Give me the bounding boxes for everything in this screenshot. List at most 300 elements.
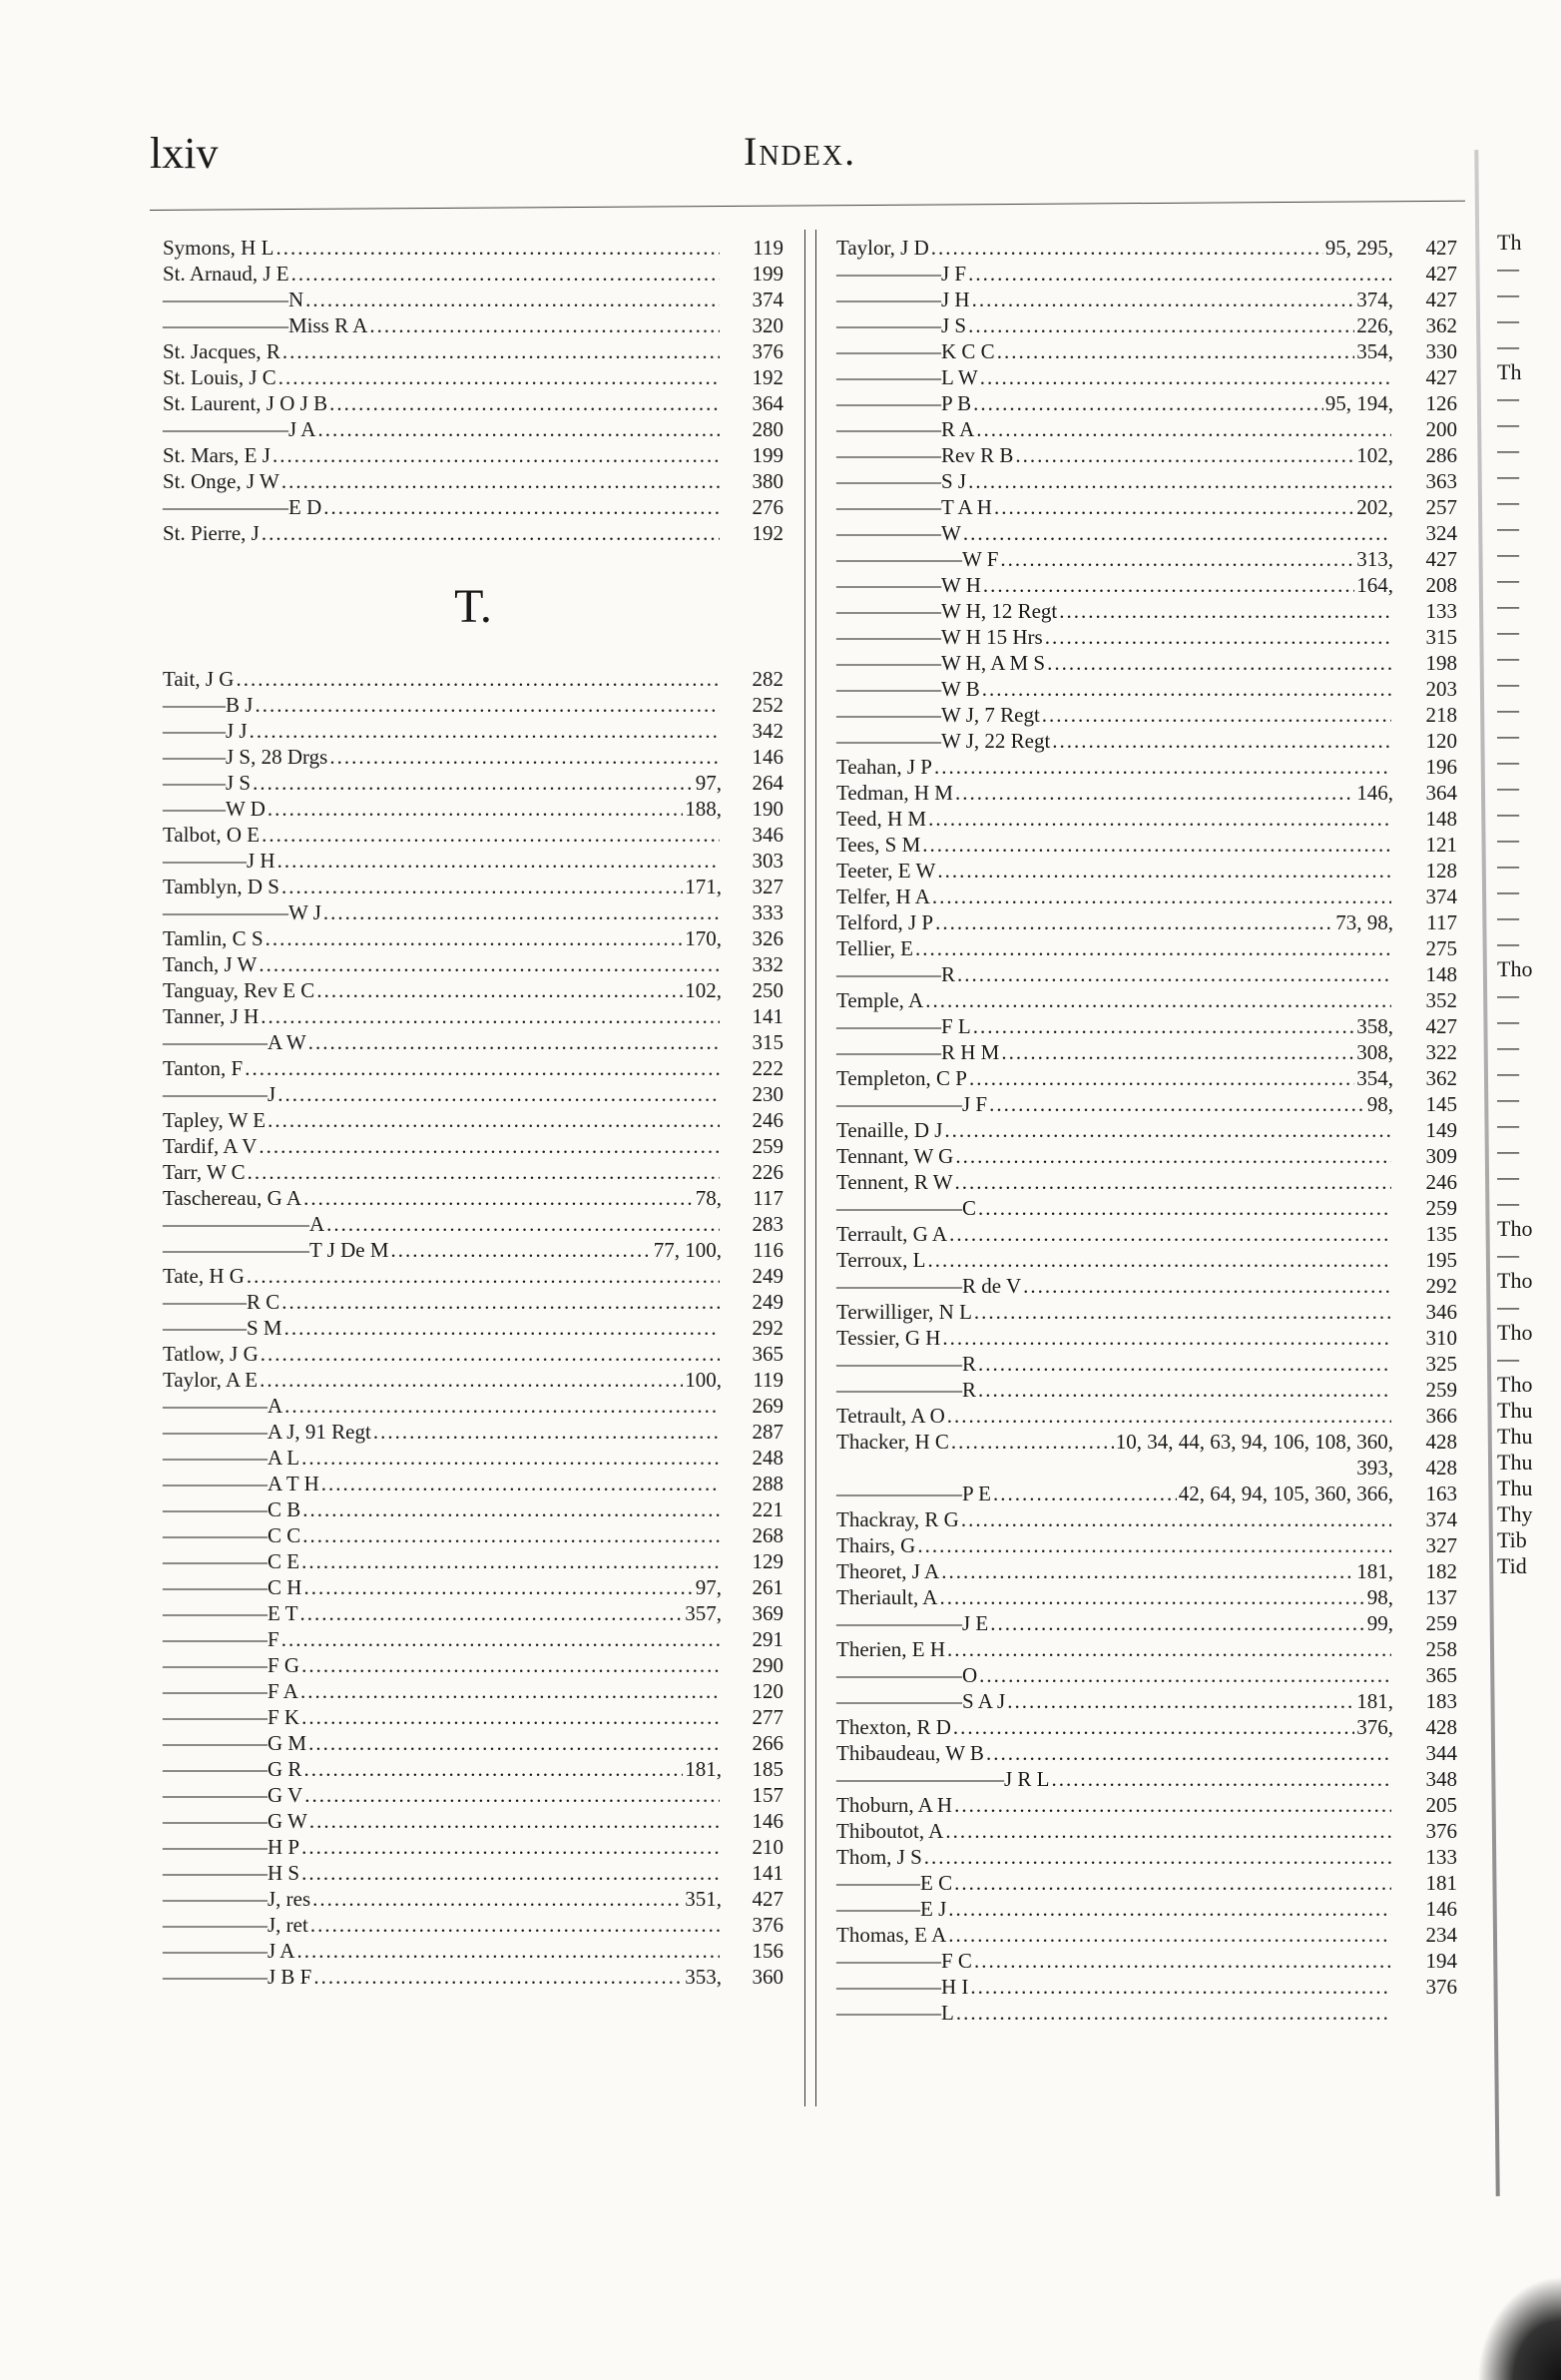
index-entry [836,1532,1457,1558]
entry-name: Tardif, A V [163,1134,258,1158]
leader-dots [1023,1273,1391,1299]
index-entry [163,899,783,925]
entry-name: —————W H, A M S [836,651,1046,675]
leader-dots [282,338,720,364]
entry-name: —————W J, 7 Regt [836,703,1040,727]
entry-page-number: 376 [752,1913,783,1937]
entry-name: —————J A [163,1939,295,1963]
index-entry [163,1912,783,1938]
entry-name: —————C H [163,1575,302,1599]
entry-page-number: 330 [1425,339,1457,363]
index-entry [163,520,783,546]
index-entry [836,1429,1457,1455]
entry-page-number: 332 [752,952,783,976]
entry-pages: 10, 34, 44, 63, 94, 106, 108, 360, [1115,1430,1393,1454]
leader-dots [944,1117,1391,1143]
entry-page-number: 133 [1425,1845,1457,1869]
leader-dots [990,1610,1365,1636]
index-entry [836,1143,1457,1169]
entry-page-number: 146 [752,745,783,769]
entry-page-number: 369 [752,1601,783,1625]
entry-name: —————R [836,962,956,986]
entry-page-number: 282 [752,667,783,691]
entry-pages: 102, [685,978,722,1002]
entry-name: Terwilliger, N L [836,1300,972,1324]
index-entry [836,1506,1457,1532]
entry-name: ——————O [836,1663,978,1687]
leader-dots [281,468,720,494]
index-entry [836,1325,1457,1351]
leader-dots [278,364,720,390]
entry-page-number: 117 [753,1186,783,1210]
entry-name: St. Jacques, R [163,339,280,363]
index-entry [836,468,1457,494]
entry-name: —————C E [163,1549,300,1573]
index-entry [836,1766,1457,1792]
entry-page-number: 283 [752,1212,783,1236]
leader-dots [236,666,720,692]
index-entry [836,1974,1457,2000]
entry-name: St. Laurent, J O J B [163,391,328,415]
edge-fragment: — [1497,411,1519,436]
entry-page-number: 145 [1425,1092,1457,1116]
index-entry [163,744,783,770]
index-entry [163,494,783,520]
entry-page-number: 292 [752,1316,783,1340]
index-entry [836,1221,1457,1247]
index-entry [163,1107,783,1133]
entry-pages: 358, [1356,1014,1393,1038]
entry-pages: 78, [695,1186,722,1210]
leader-dots [260,1367,683,1393]
index-entry [836,1922,1457,1948]
entry-name: Terrault, G A [836,1222,948,1246]
index-entry [836,1688,1457,1714]
entry-page-number: 137 [1425,1585,1457,1609]
edge-fragment: — [1497,541,1519,566]
edge-fragment: — [1497,1294,1519,1319]
leader-dots [1007,1688,1354,1714]
edge-fragment: Tho [1497,1320,1533,1345]
edge-fragment: — [1497,645,1519,670]
entry-pages: 98, [1366,1585,1393,1609]
entry-name: —————G W [163,1809,307,1833]
leader-dots [1000,546,1354,572]
entry-name: Symons, H L [163,236,274,260]
entry-pages: 98, [1366,1092,1393,1116]
index-entry [163,261,783,287]
entry-name: ———J S, 28 Drgs [163,745,328,769]
index-entry [163,364,783,390]
index-entry [163,1704,783,1730]
edge-fragment: — [1497,697,1519,722]
leader-dots [949,1221,1391,1247]
leader-dots [924,1844,1391,1870]
index-entry [163,1678,783,1704]
entry-name: Tennant, W G [836,1144,954,1168]
entry-page-number: 292 [1425,1274,1457,1298]
entry-name: Tate, H G [163,1264,245,1288]
index-entry [163,390,783,416]
entry-name: Thomas, E A [836,1923,947,1947]
entry-page-number: 366 [1425,1404,1457,1428]
index-entry [836,520,1457,546]
index-entry [836,1195,1457,1221]
leader-dots [326,1211,720,1237]
entry-page-number: 249 [752,1264,783,1288]
leader-dots [968,468,1391,494]
edge-fragment: — [1497,749,1519,774]
entry-page-number: 327 [1425,1533,1457,1557]
edge-fragment: — [1497,1034,1519,1059]
leader-dots [974,1948,1391,1974]
entry-name: ——————J E [836,1611,989,1635]
entry-page-number: 120 [752,1679,783,1703]
entry-name: —————E T [163,1601,298,1625]
leader-dots [302,1522,720,1548]
edge-fragment: — [1497,1164,1519,1189]
leader-dots [301,1704,720,1730]
leader-dots [954,1870,1391,1896]
index-entry [836,987,1457,1013]
index-entry [163,416,783,442]
edge-fragment: — [1497,1008,1519,1033]
entry-page-number: 218 [1425,703,1457,727]
entry-page-number: 427 [752,1887,783,1911]
entry-name: Taylor, A E [163,1368,259,1392]
entry-page-number: 346 [752,823,783,847]
leader-dots [277,848,720,874]
leader-dots [973,390,1323,416]
entry-name: Terroux, L [836,1248,926,1272]
index-entry [836,676,1457,702]
index-entry [836,832,1457,858]
leader-dots [928,1247,1392,1273]
leader-dots [329,744,720,770]
leader-dots [917,1532,1391,1558]
leader-dots [956,2000,1391,2026]
leader-dots [980,364,1391,390]
leader-dots [281,1289,720,1315]
entry-name: Thibaudeau, W B [836,1741,984,1765]
index-entry [836,1896,1457,1922]
index-entry [163,338,783,364]
leader-dots [259,951,720,977]
entry-name: —————J H [836,288,970,311]
index-entry [163,1081,783,1107]
entry-name: Thiboutot, A [836,1819,944,1843]
leader-dots [267,796,683,822]
index-entry [836,494,1457,520]
index-entry [836,261,1457,287]
entry-page-number: 192 [752,521,783,545]
entry-pages: 95, 295, [1324,236,1393,260]
leader-dots [261,520,720,546]
entry-page-number: 326 [752,926,783,950]
entry-name: —————A W [163,1030,306,1054]
entry-name: —————P B [836,391,972,415]
entry-pages: 393, [1356,1456,1393,1480]
entry-pages: 351, [685,1887,722,1911]
index-entry [836,806,1457,832]
index-entry [163,1263,783,1289]
entry-page-number: 286 [1425,443,1457,467]
entry-name: ————J H [163,849,275,873]
entry-name: Talbot, O E [163,823,260,847]
leader-dots [312,1886,683,1912]
entry-page-number: 119 [753,1368,783,1392]
index-entry [836,1818,1457,1844]
index-entry [836,390,1457,416]
edge-fragment: — [1497,333,1519,358]
edge-fragment: Thu [1497,1450,1533,1475]
entry-name: —————R H M [836,1040,1000,1064]
leader-dots [277,1081,720,1107]
leader-dots [1047,650,1391,676]
leader-dots [978,1351,1391,1377]
leader-dots [373,1419,720,1445]
leader-dots [972,287,1355,312]
index-entry [836,1117,1457,1143]
leader-dots [317,416,720,442]
entry-name: Tennent, R W [836,1170,953,1194]
edge-fragment: — [1497,801,1519,826]
leader-dots [301,1834,720,1860]
entry-name: Temple, A [836,988,924,1012]
entry-name: —————H S [163,1861,300,1885]
index-entry [163,1315,783,1341]
entry-page-number: 203 [1425,677,1457,701]
index-entry [836,754,1457,780]
entry-page-number: 230 [752,1082,783,1106]
entry-page-number: 428 [1425,1715,1457,1739]
entry-pages: 376, [1356,1715,1393,1739]
entry-pages: 170, [685,926,722,950]
entry-name: —————G M [163,1731,307,1755]
edge-fragment: — [1497,1242,1519,1267]
index-entry [163,1886,783,1912]
index-entry [836,1091,1457,1117]
entry-page-number: 264 [752,771,783,795]
entry-page-number: 199 [752,262,783,286]
index-entry [163,1652,783,1678]
leader-dots [255,692,720,718]
leader-dots [291,261,720,287]
edge-fragment: Th [1497,359,1522,384]
leader-dots [1001,1039,1354,1065]
entry-page-number: 257 [1425,495,1457,519]
entry-pages: 95, 194, [1324,391,1393,415]
leader-dots [955,780,1354,806]
index-entry [163,1548,783,1574]
entry-page-number: 360 [752,1965,783,1989]
leader-dots [948,1896,1391,1922]
index-entry [163,1600,783,1626]
entry-name: Teeter, E W [836,859,936,883]
leader-dots [941,1558,1354,1584]
entry-page-number: 275 [1425,936,1457,960]
index-entry [836,1299,1457,1325]
edge-fragment: — [1497,619,1519,644]
entry-page-number: 269 [752,1394,783,1418]
index-entry [836,1403,1457,1429]
leader-dots [284,1315,720,1341]
entry-page-number: 181 [1425,1871,1457,1895]
index-entry [836,1377,1457,1403]
index-entry [163,848,783,874]
entry-page-number: 259 [1425,1196,1457,1220]
leader-dots [253,770,694,796]
entry-name: Teed, H M [836,807,927,831]
leader-dots [313,1964,683,1990]
entry-name: —————W J, 22 Regt [836,729,1051,753]
entry-page-number: 276 [752,495,783,519]
entry-page-number: 258 [1425,1637,1457,1661]
entry-name: —————G R [163,1757,302,1781]
entry-pages: 171, [685,875,722,898]
entry-page-number: 116 [753,1238,783,1262]
index-entry [836,884,1457,909]
entry-name: Tatlow, J G [163,1342,259,1366]
index-entry [836,1273,1457,1299]
leader-dots [976,416,1391,442]
edge-fragment: — [1497,567,1519,592]
index-entry [163,468,783,494]
leader-dots [308,1029,720,1055]
leader-dots [986,1740,1391,1766]
entry-page-number: 374 [1425,885,1457,908]
entry-pages: 374, [1356,288,1393,311]
entry-name: Theoret, J A [836,1559,940,1583]
entry-name: Thacker, H C [836,1430,949,1454]
entry-pages: 99, [1366,1611,1393,1635]
entry-name: —————H P [163,1835,300,1859]
entry-pages: 77, 100, [653,1238,722,1262]
entry-name: —————A T H [163,1472,319,1495]
index-entry [836,1740,1457,1766]
leader-dots [922,832,1391,858]
entry-name: ——————S A J [836,1689,1006,1713]
entry-page-number: 362 [1425,313,1457,337]
entry-name: Thexton, R D [836,1715,951,1739]
leader-dots [948,1922,1391,1948]
leader-dots [248,1159,720,1185]
edge-fragment: — [1497,385,1519,410]
entry-page-number: 133 [1425,599,1457,623]
entry-name: ——————P E [836,1482,991,1505]
entry-page-number: 182 [1425,1559,1457,1583]
entry-name: ————S M [163,1316,282,1340]
index-entry [163,1860,783,1886]
index-entry [163,1782,783,1808]
entry-page-number: 246 [1425,1170,1457,1194]
index-entry [163,925,783,951]
edge-fragment: Thy [1497,1501,1533,1526]
entry-name: ——————Miss R A [163,313,368,337]
index-entry [163,1055,783,1081]
entry-pages: 100, [685,1368,722,1392]
entry-name: —————F A [163,1679,298,1703]
leader-dots [391,1237,652,1263]
entry-page-number: 374 [1425,1507,1457,1531]
index-entry [836,598,1457,624]
section-letter: T. [454,579,492,633]
edge-fragment: — [1497,853,1519,878]
leader-dots [309,1808,720,1834]
leader-dots [961,1506,1391,1532]
index-entry [836,780,1457,806]
leader-dots [951,1429,1114,1455]
entry-page-number: 348 [1425,1767,1457,1791]
entry-page-number: 205 [1425,1793,1457,1817]
entry-page-number: 291 [752,1627,783,1651]
entry-name: ——————J F [836,1092,988,1116]
entry-name: Telford, J P [836,910,934,934]
entry-page-number: 376 [1425,1819,1457,1843]
entry-name: ———————T J De M [163,1238,389,1262]
leader-dots [1015,442,1354,468]
index-entry [163,1626,783,1652]
entry-page-number: 195 [1425,1248,1457,1272]
index-entry [163,770,783,796]
entry-name: ————R C [163,1290,280,1314]
entry-name: —————J, res [163,1887,311,1911]
index-entry [836,1558,1457,1584]
index-entry [163,312,783,338]
entry-page-number: 141 [752,1004,783,1028]
entry-page-number: 208 [1425,573,1457,597]
leader-dots [275,235,720,261]
page-binding-edge [1474,150,1499,2196]
entry-page-number: 234 [1425,1923,1457,1947]
entry-name: Thom, J S [836,1845,922,1869]
entry-name: —————W H, 12 Regt [836,599,1058,623]
entry-page-number: 325 [1425,1352,1457,1376]
entry-page-number: 374 [752,288,783,311]
leader-dots [979,1662,1391,1688]
entry-pages: 313, [1356,547,1393,571]
index-entry [836,1636,1457,1662]
next-page-edge [1497,230,1561,2126]
leader-dots [963,520,1391,546]
leader-dots [939,1584,1364,1610]
leader-dots [928,806,1391,832]
entry-pages: 181, [1356,1689,1393,1713]
entry-page-number: 280 [752,417,783,441]
entry-page-number: 250 [752,978,783,1002]
leader-dots [957,961,1391,987]
leader-dots [982,676,1391,702]
entry-name: ——————J A [163,417,316,441]
leader-dots [955,1143,1391,1169]
entry-name: —————J, ret [163,1913,308,1937]
leader-dots [974,1299,1391,1325]
entry-page-number: 333 [752,900,783,924]
index-entry [836,650,1457,676]
entry-name: —————W H 15 Hrs [836,625,1043,649]
corner-shadow [1477,2276,1561,2380]
leader-dots [978,1195,1391,1221]
entry-name: ———————A [163,1212,325,1236]
leader-dots [1042,702,1391,728]
entry-page-number: 303 [752,849,783,873]
entry-pages: 202, [1356,495,1393,519]
entry-name: Taylor, J D [836,236,929,260]
edge-fragment: — [1497,1190,1519,1215]
leader-dots [281,874,683,899]
leader-dots [968,261,1391,287]
entry-page-number: 376 [1425,1975,1457,1999]
